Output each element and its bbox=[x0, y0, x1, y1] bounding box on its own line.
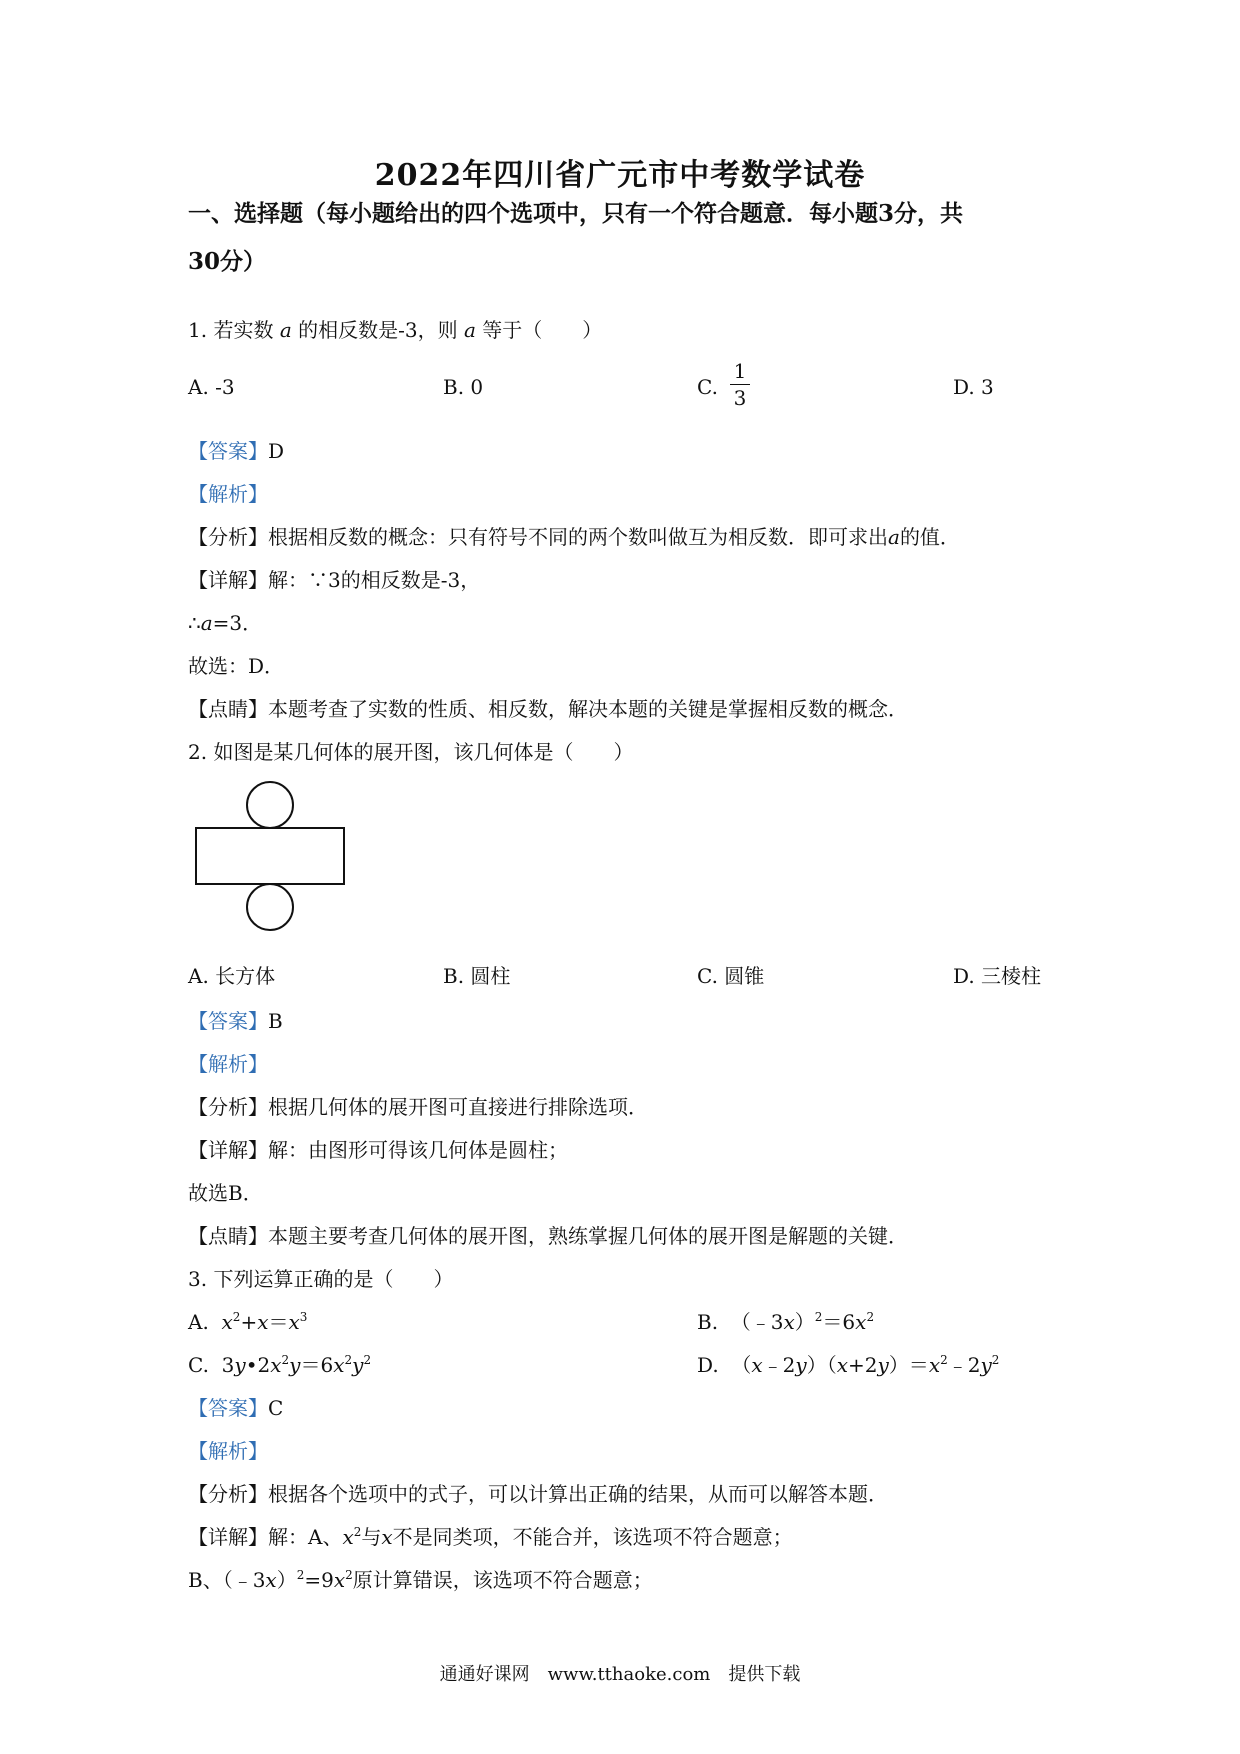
q1-analysis-label: 【解析】 bbox=[188, 482, 268, 506]
page-title: 2022年四川省广元市中考数学试卷 bbox=[374, 158, 866, 193]
q3-detail: 【详解】解：A、$x^2$与x不是同类项，不能合并，该选项不符合题意； bbox=[188, 1525, 793, 1549]
q1-stem: 1. 若实数 a 的相反数是-3，则 a 等于（ ） bbox=[188, 318, 603, 342]
net-rectangle bbox=[196, 828, 344, 884]
fraction-numerator: 1 bbox=[730, 358, 750, 385]
section-heading bbox=[188, 190, 1068, 286]
q2-detail-2: 故选B． bbox=[188, 1181, 263, 1205]
net-top-circle bbox=[247, 782, 293, 828]
q1-option-c-label: C. bbox=[697, 375, 718, 399]
q3-option-d: D. $(x﹣2y)(x+2y)=x^2﹣2y^2$ bbox=[697, 1353, 1000, 1377]
q3-fenxi: 【分析】根据各个选项中的式子，可以计算出正确的结果，从而可以解答本题． bbox=[188, 1482, 888, 1506]
q1-dianjing: 【点睛】本题考查了实数的性质、相反数，解决本题的关键是掌握相反数的概念． bbox=[188, 697, 908, 721]
q1-option-d: D. 3 bbox=[953, 375, 994, 399]
q3-analysis-label: 【解析】 bbox=[188, 1439, 268, 1463]
q2-option-c: C. 圆锥 bbox=[697, 964, 765, 988]
q3-answer: 【答案】C bbox=[188, 1396, 284, 1420]
q2-option-d: D. 三棱柱 bbox=[953, 964, 1042, 988]
q3-option-a: A. $x^2+x=x^3$ bbox=[188, 1310, 308, 1334]
q1-option-a: A. -3 bbox=[188, 375, 235, 399]
q1-option-b: B. 0 bbox=[443, 375, 484, 399]
q1-option-c-fraction bbox=[730, 358, 750, 411]
q2-option-b: B. 圆柱 bbox=[443, 964, 511, 988]
q2-dianjing: 【点睛】本题主要考查几何体的展开图，熟练掌握几何体的展开图是解题的关键． bbox=[188, 1224, 908, 1248]
q2-detail: 【详解】解：由图形可得该几何体是圆柱； bbox=[188, 1138, 568, 1162]
q3-detail-2: B、$(﹣3x)^2=9x^2$原计算错误，该选项不符合题意； bbox=[188, 1568, 653, 1592]
q2-stem: 2. 如图是某几何体的展开图，该几何体是（ ） bbox=[188, 740, 634, 764]
q3-stem: 3. 下列运算正确的是（ ） bbox=[188, 1267, 454, 1291]
q1-answer: 【答案】D bbox=[188, 439, 285, 463]
q2-analysis-label: 【解析】 bbox=[188, 1052, 268, 1076]
fraction-denominator: 3 bbox=[733, 386, 747, 410]
net-bottom-circle bbox=[247, 884, 293, 930]
q2-answer: 【答案】B bbox=[188, 1009, 283, 1033]
section-heading-line2: 30分） bbox=[188, 248, 267, 275]
section-heading-line1: 一、选择题（每小题给出的四个选项中，只有一个符合题意．每小题3分，共 bbox=[188, 200, 964, 227]
q1-detail: 【详解】解：∵3的相反数是-3， bbox=[188, 568, 481, 592]
q1-detail-2: ∴a=3． bbox=[188, 611, 263, 635]
q1-detail-3: 故选：D． bbox=[188, 654, 285, 678]
q2-fenxi: 【分析】根据几何体的展开图可直接进行排除选项． bbox=[188, 1095, 648, 1119]
cylinder-net-figure bbox=[192, 780, 352, 940]
q2-option-a: A. 长方体 bbox=[188, 964, 276, 988]
q3-option-c: C. $3y•2x^2y=6x^2y^2$ bbox=[188, 1353, 372, 1377]
q3-option-b: B. $(﹣3x)^2=6x^2$ bbox=[697, 1310, 875, 1334]
q1-fenxi: 【分析】根据相反数的概念：只有符号不同的两个数叫做互为相反数．即可求出a的值． bbox=[188, 525, 960, 549]
page-footer: 通通好课网 www.tthaoke.com 提供下载 bbox=[439, 1664, 801, 1685]
